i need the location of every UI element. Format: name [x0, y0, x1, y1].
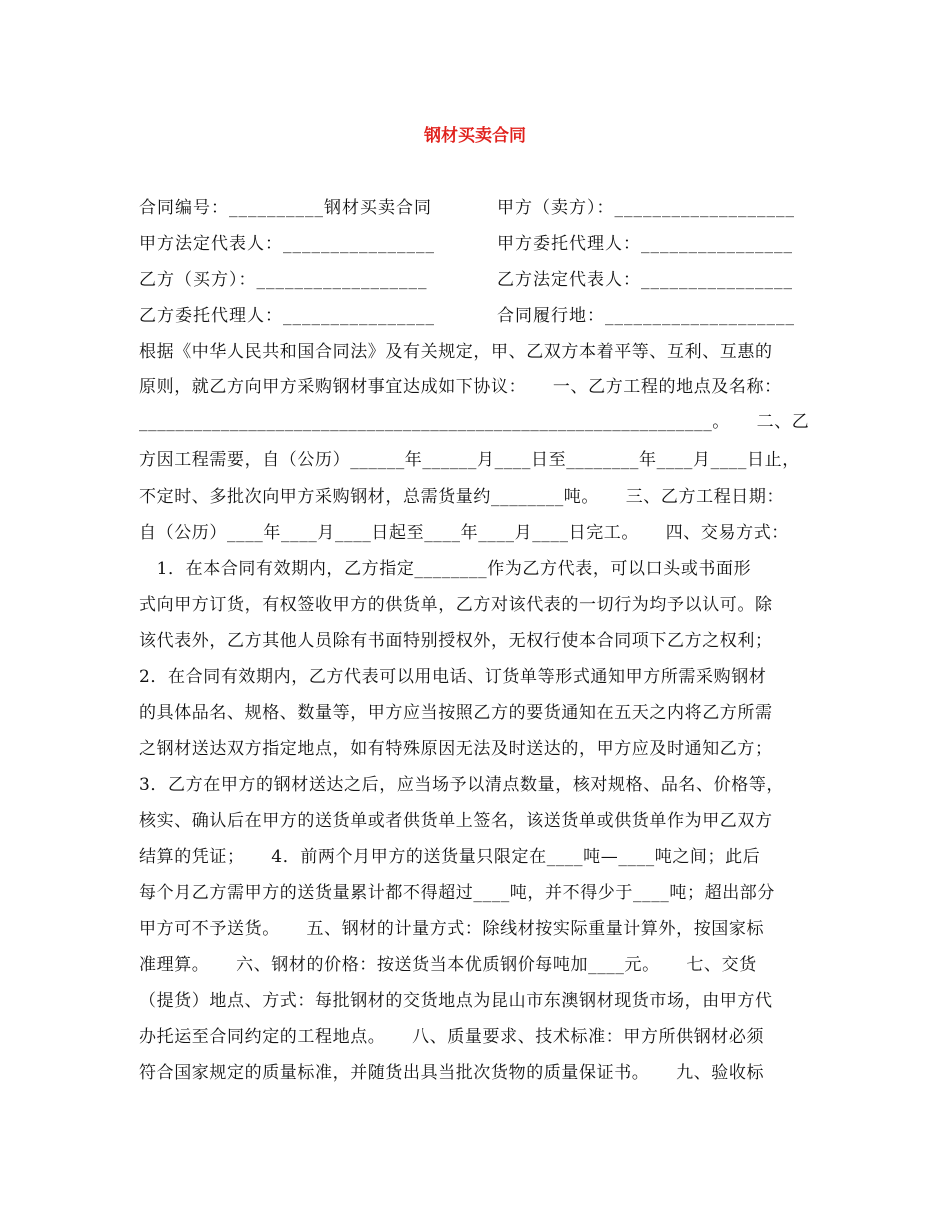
- body-line: 根据《中华人民共和国合同法》及有关规定，甲、乙双方本着平等、互利、互惠的: [139, 342, 773, 362]
- body-line: 符合国家规定的质量标准，并随货出具当批次货物的质量保证书。 九、验收标: [139, 1063, 765, 1083]
- body-line: 不定时、多批次向甲方采购钢材，总需货量约________吨。 三、乙方工程日期：: [139, 487, 785, 507]
- body-line: 办托运至合同约定的工程地点。 八、质量要求、技术标准：甲方所供钢材必须: [139, 1027, 765, 1047]
- place-of-performance-field: 合同履行地：____________________: [497, 306, 795, 326]
- body-line: 自（公历）____年____月____日起至____年____月____日完工。 四、交易方式：: [139, 523, 789, 543]
- party-a-agent-field: 甲方委托代理人：________________: [497, 234, 793, 254]
- document-title: 钢材买卖合同: [424, 126, 526, 146]
- body-line: 1．在本合同有效期内，乙方指定________作为乙方代表，可以口头或书面形: [139, 559, 752, 579]
- body-line: 的具体品名、规格、数量等，甲方应当按照乙方的要货通知在五天之内将乙方所需: [139, 703, 773, 723]
- body-line: （提货）地点、方式：每批钢材的交货地点为昆山市东澳钢材现货市场，由甲方代: [139, 991, 773, 1011]
- body-line: 原则，就乙方向甲方采购钢材事宜达成如下协议： 一、乙方工程的地点及名称：: [139, 377, 782, 397]
- party-a-legal-rep-field: 甲方法定代表人：________________: [139, 234, 435, 254]
- body-line: 结算的凭证； 4．前两个月甲方的送货量只限定在____吨—____吨之间；此后: [139, 847, 761, 867]
- body-line: 该代表外，乙方其他人员除有书面特别授权外，无权行使本合同项下乙方之权利；: [139, 631, 773, 651]
- body-line: _______________________________________________________________。 二、乙: [139, 412, 810, 432]
- body-line: 式向甲方订货，有权签收甲方的供货单，乙方对该代表的一切行为均予以认可。除: [139, 595, 773, 615]
- body-line: 3．乙方在甲方的钢材送达之后，应当场予以清点数量，核对规格、品名、价格等，: [139, 775, 785, 795]
- body-line: 之钢材送达双方指定地点，如有特殊原因无法及时送达的，甲方应及时通知乙方；: [139, 739, 773, 759]
- party-b-buyer-field: 乙方（买方）：__________________: [139, 270, 428, 290]
- party-a-seller-field: 甲方（卖方）：___________________: [497, 198, 795, 218]
- party-b-agent-field: 乙方委托代理人：________________: [139, 306, 435, 326]
- body-line: 核实、确认后在甲方的送货单或者供货单上签名，该送货单或供货单作为甲乙双方: [139, 811, 773, 831]
- body-line: 甲方可不予送货。 五、钢材的计量方式：除线材按实际重量计算外，按国家标: [139, 919, 765, 939]
- body-line: 每个月乙方需甲方的送货量累计都不得超过____吨，并不得少于____吨；超出部分: [139, 883, 775, 903]
- party-b-legal-rep-field: 乙方法定代表人：________________: [497, 270, 793, 290]
- body-line: 准理算。 六、钢材的价格：按送货当本优质钢价每吨加____元。 七、交货: [139, 955, 757, 975]
- contract-number-field: 合同编号：__________钢材买卖合同: [139, 198, 432, 218]
- body-line: 2．在合同有效期内，乙方代表可以用电话、订货单等形式通知甲方所需采购钢材: [139, 667, 767, 687]
- body-line: 方因工程需要，自（公历）______年______月____日至________年____月____日止，: [139, 450, 800, 470]
